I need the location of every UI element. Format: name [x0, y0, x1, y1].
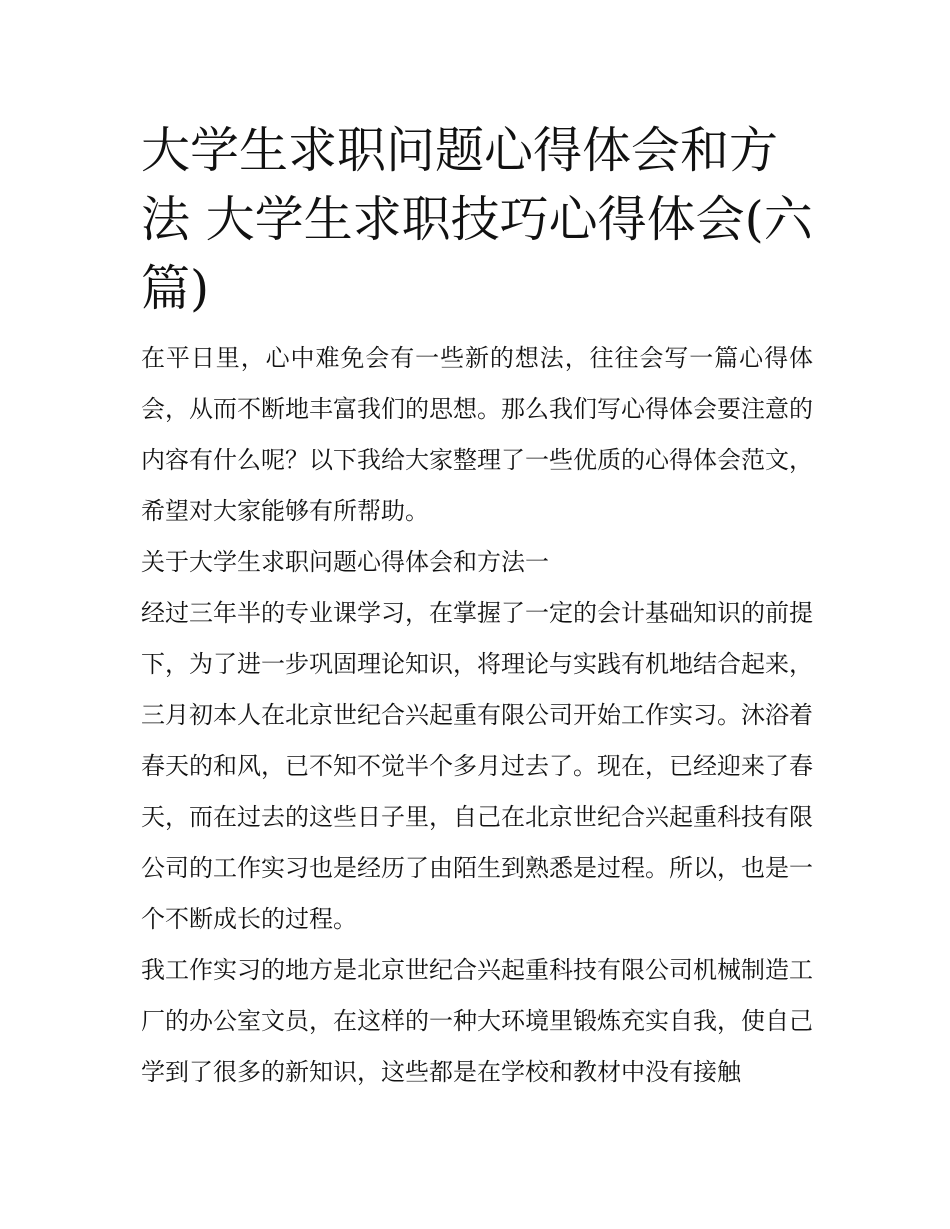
intro-paragraph: 在平日里，心中难免会有一些新的想法，往往会写一篇心得体会，从而不断地丰富我们的思想。那么我们写心得体会要注意的内容有什么呢？以下我给大家整理了一些优质的心得体会范文，希望对大家能够有所帮助。: [141, 344, 813, 525]
body-paragraph: 我工作实习的地方是北京世纪合兴起重科技有限公司机械制造工厂的办公室文员，在这样的一种大环境里锻炼充实自我，使自己学到了很多的新知识，这些都是在学校和教材中没有接触: [141, 956, 813, 1086]
section-heading: 关于大学生求职问题心得体会和方法一: [141, 548, 549, 576]
document-body: [141, 116, 813, 1098]
body-paragraph: 经过三年半的专业课学习，在掌握了一定的会计基础知识的前提下，为了进一步巩固理论知识，将理论与实践有机地结合起来，三月初本人在北京世纪合兴起重有限公司开始工作实习。沐浴着春天的和风，已不知不觉半个多月过去了。现在，已经迎来了春天，而在过去的这些日子里，自己在北京世纪合兴起重科技有限公司的工作实习也是经历了由陌生到熟悉是过程。所以，也是一个不断成长的过程。: [141, 599, 813, 933]
document-title: 大学生求职问题心得体会和方法 大学生求职技巧心得体会(六篇): [141, 122, 813, 317]
